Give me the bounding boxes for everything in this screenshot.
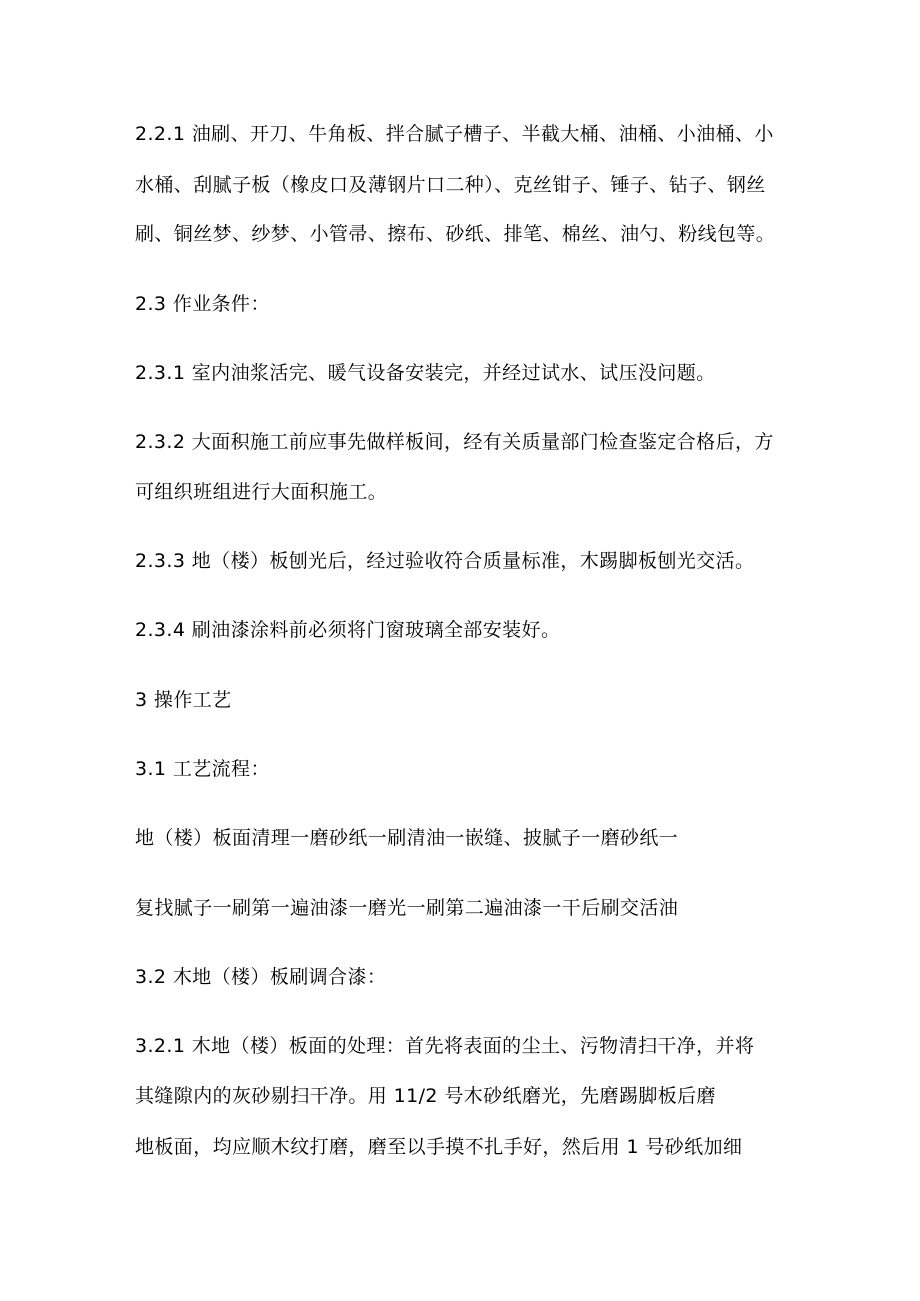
section-heading-3-1: 3.1 工艺流程： [135,758,270,780]
text-line-2-3-1: 2.3.1 室内油浆活完、暖气设备安装完，并经过试水、试压没问题。 [135,362,716,384]
text-line-2-2-1-cont-2: 刷、铜丝梦、纱梦、小管帚、擦布、砂纸、排笔、棉丝、油勺、粉线包等。 [135,223,776,245]
section-heading-3-2: 3.2 木地（楼）板刷调合漆： [135,966,387,988]
text-line-2-2-1: 2.2.1 油刷、开刀、牛角板、拌合腻子槽子、半截大桶、油桶、小油桶、小 [135,123,774,145]
text-line-2-3-4: 2.3.4 刷油漆涂料前必须将门窗玻璃全部安装好。 [135,619,561,641]
text-line-2-2-1-cont-1: 水桶、刮腻子板（橡皮口及薄钢片口二种）、克丝钳子、锤子、钻子、钢丝 [135,174,766,196]
text-line-3-2-1: 3.2.1 木地（楼）板面的处理：首先将表面的尘土、污物清扫干净，并将 [135,1035,755,1057]
section-heading-3: 3 操作工艺 [135,689,232,711]
process-flow-line-1: 地（楼）板面清理一磨砂纸一刷清油一嵌缝、披腻子一磨砂纸一 [135,827,679,849]
section-heading-2-3: 2.3 作业条件： [135,293,270,315]
text-line-2-3-2-cont: 可组织班组进行大面积施工。 [135,481,388,503]
text-line-3-2-1-cont-2: 地板面，均应顺木纹打磨，磨至以手摸不扎手好，然后用 1 号砂纸加细 [135,1136,743,1158]
process-flow-line-2: 复找腻子一刷第一遍油漆一磨光一刷第二遍油漆一干后刷交活油 [135,897,679,919]
text-line-3-2-1-cont-1: 其缝隙内的灰砂剔扫干净。用 11/2 号木砂纸磨光，先磨踢脚板后磨 [135,1085,716,1107]
text-line-2-3-3: 2.3.3 地（楼）板刨光后，经过验收符合质量标准，木踢脚板刨光交活。 [135,550,755,572]
text-line-2-3-2: 2.3.2 大面积施工前应事先做样板间，经有关质量部门检查鉴定合格后，方 [135,431,774,453]
